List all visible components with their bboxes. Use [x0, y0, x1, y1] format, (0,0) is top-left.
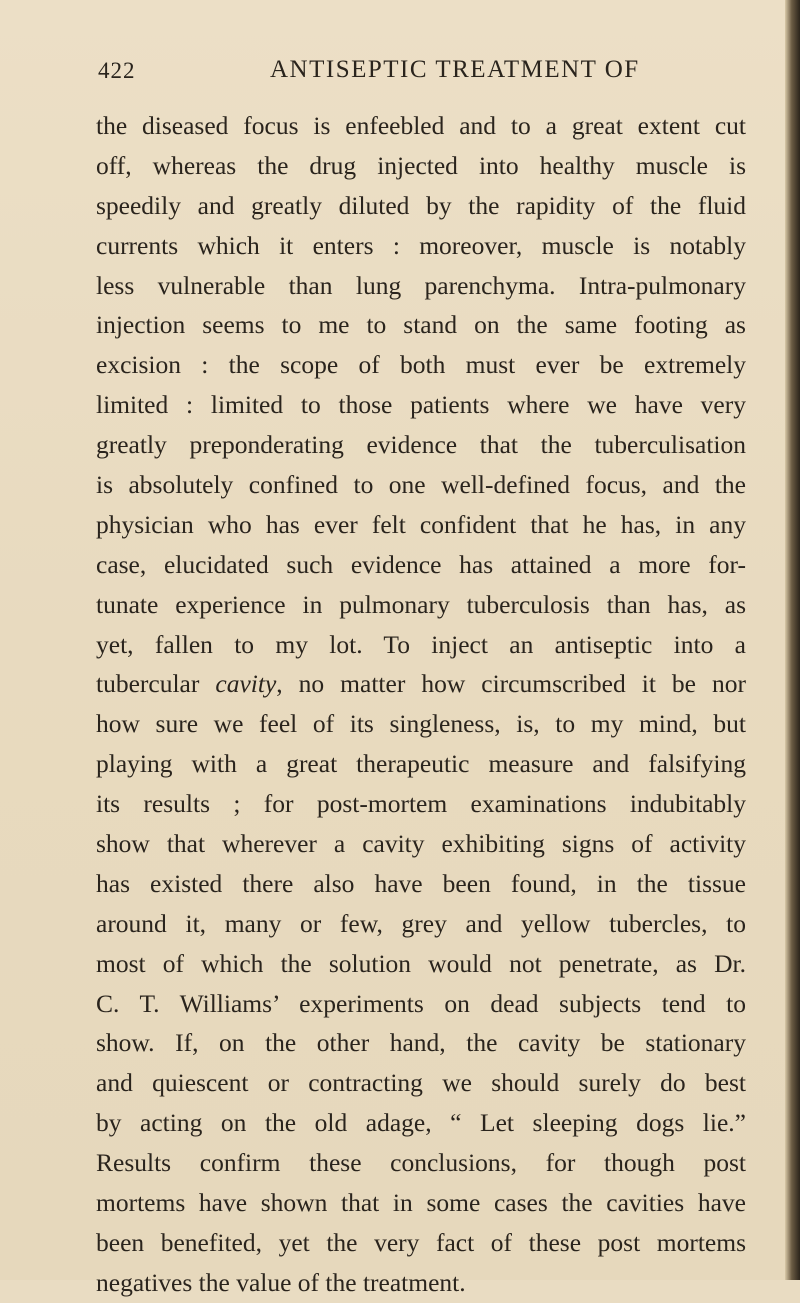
text-line [96, 664, 746, 704]
text-segment: yet, fallen to my lot. To inject an antiseptic into a [96, 629, 746, 659]
text-segment: injection seems to me to stand on the same footing as [96, 310, 746, 340]
text-line [96, 984, 746, 1024]
text-segment: been benefited, yet the very fact of these post mortems [96, 1227, 746, 1257]
text-segment: how sure we feel of its singleness, is, to my mind, but [96, 709, 746, 739]
text-segment: mortems have shown that in some cases the cavities have [96, 1188, 746, 1218]
text-segment: by acting on the old adage, “ Let sleeping dogs lie.” [96, 1108, 746, 1138]
text-line [96, 1143, 746, 1183]
text-segment: C. T. Williams’ experiments on dead subjects tend to [96, 988, 746, 1018]
text-segment: and quiescent or contracting we should surely do best [96, 1068, 746, 1098]
text-segment: greatly preponderating evidence that the tuberculisation [96, 430, 746, 460]
text-segment: most of which the solution would not penetrate, as Dr. [96, 948, 746, 978]
text-line [96, 345, 746, 385]
text-segment: case, elucidated such evidence has attained a more for- [96, 549, 746, 579]
text-line [96, 425, 746, 465]
text-segment: , no matter how circumscribed it be nor [276, 669, 747, 699]
italic-word: cavity [215, 669, 277, 699]
text-line [96, 625, 746, 665]
body-paragraph [96, 106, 746, 1303]
text-segment: around it, many or few, grey and yellow tubercles, to [96, 908, 746, 938]
text-segment: is absolutely confined to one well-defined focus, and the [96, 470, 746, 500]
text-segment: tubercular [96, 669, 216, 699]
text-segment: its results ; for post-mortem examinations indubitably [96, 789, 746, 819]
text-segment: has existed there also have been found, in the tissue [96, 868, 746, 898]
text-line [96, 784, 746, 824]
text-line [96, 864, 746, 904]
text-segment: tunate experience in pulmonary tuberculosis than has, as [96, 589, 746, 619]
text-line [96, 1023, 746, 1063]
text-line [96, 944, 746, 984]
text-line [96, 385, 746, 425]
text-segment: the diseased focus is enfeebled and to a great extent cut [96, 111, 746, 140]
text-line [96, 505, 746, 545]
text-segment: show. If, on the other hand, the cavity be stationary [96, 1028, 746, 1058]
running-title: ANTISEPTIC TREATMENT OF [270, 56, 640, 83]
text-segment: currents which it enters : moreover, muscle is notably [96, 230, 746, 260]
text-segment: less vulnerable than lung parenchyma. Intra-pulmonary [96, 270, 746, 300]
text-line [96, 106, 746, 146]
text-segment: off, whereas the drug injected into healthy muscle is [96, 150, 746, 180]
text-line [96, 704, 746, 744]
text-line [96, 465, 746, 505]
text-line [96, 266, 746, 306]
text-line [96, 1063, 746, 1103]
text-line [96, 1263, 746, 1303]
text-line [96, 744, 746, 784]
text-line [96, 146, 746, 186]
text-line [96, 904, 746, 944]
page-edge [785, 0, 800, 1280]
text-line [96, 1223, 746, 1263]
text-segment: physician who has ever felt confident that he has, in any [96, 509, 746, 539]
text-line [96, 226, 746, 266]
text-segment: playing with a great therapeutic measure and falsifying [96, 749, 746, 779]
text-line [96, 1103, 746, 1143]
text-segment: speedily and greatly diluted by the rapidity of the fluid [96, 190, 746, 220]
text-line [96, 186, 746, 226]
text-segment: negatives the value of the treatment. [96, 1267, 466, 1297]
text-segment: excision : the scope of both must ever be extremely [96, 350, 746, 380]
text-line [96, 824, 746, 864]
text-line [96, 305, 746, 345]
text-line [96, 545, 746, 585]
page-number: 422 [98, 58, 136, 83]
text-line [96, 1183, 746, 1223]
text-segment: limited : limited to those patients where we have very [96, 390, 746, 420]
text-line [96, 585, 746, 625]
text-segment: show that wherever a cavity exhibiting signs of activity [96, 829, 746, 859]
page-header [98, 54, 718, 94]
text-segment: Results confirm these conclusions, for though post [96, 1148, 746, 1178]
